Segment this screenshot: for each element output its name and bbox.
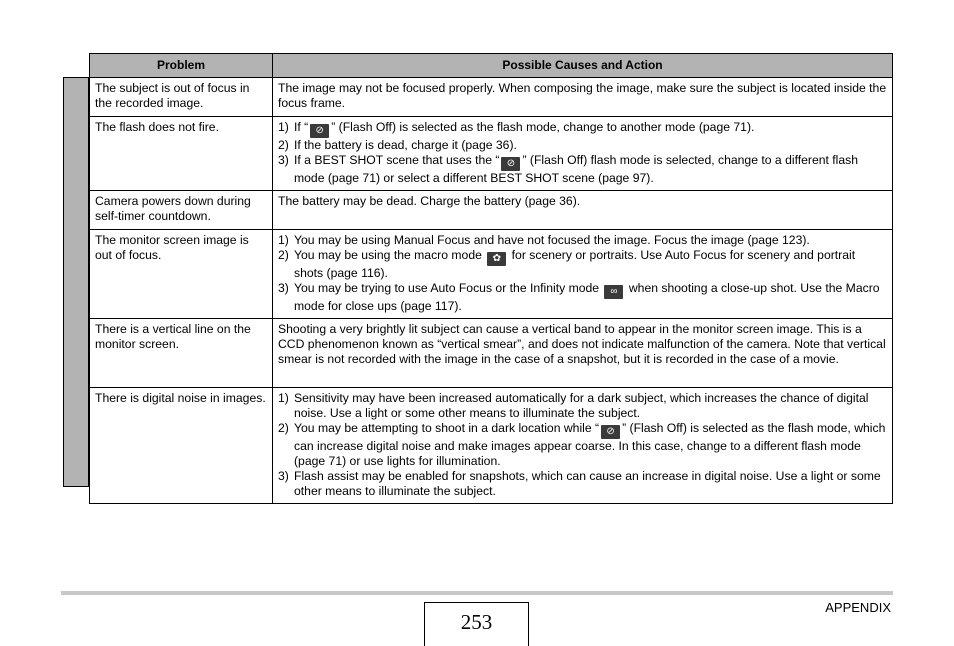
section-tab-strip	[63, 77, 89, 487]
list-item: 2) You may be attempting to shoot in a dark location while “ ⊘ ” (Flash Off) is selected as the flash mode, which can increase digital noise and make images appear coarse. In this case, change to a different flash mode (page 71) or use lights for illumination.	[278, 421, 886, 468]
table-row	[90, 388, 893, 504]
table-row	[90, 319, 893, 388]
infinity-icon: ∞	[604, 285, 623, 299]
list-item: 3) Flash assist may be enabled for snapshots, which can cause an increase in digital noise. Use a light or some other means to illuminate the subject.	[278, 469, 881, 498]
problem-cell: The monitor screen image is out of focus.	[90, 230, 273, 319]
table-row	[90, 191, 893, 230]
list-item: 3) If a BEST SHOT scene that uses the “ ⊘ ” (Flash Off) flash mode is selected, change to a different flash mode (page 71) or select a different BEST SHOT scene (page 97).	[278, 153, 859, 185]
list-item: 3) You may be trying to use Auto Focus or the Infinity mode ∞ when shooting a close-up shot. Use the Macro mode for close ups (page 117).	[278, 281, 880, 313]
list-item: 2) If the battery is dead, charge it (page 36).	[278, 138, 517, 152]
action-cell: The battery may be dead. Charge the battery (page 36).	[273, 191, 893, 230]
page-number: 253	[424, 602, 529, 646]
footer-divider	[61, 591, 893, 595]
header-problem: Problem	[90, 54, 273, 78]
list-item: 1) If “ ⊘ ” (Flash Off) is selected as the flash mode, change to another mode (page 71).	[278, 120, 755, 136]
troubleshooting-table	[89, 53, 893, 504]
problem-cell: The flash does not fire.	[90, 117, 273, 191]
list-item: 1) Sensitivity may have been increased automatically for a dark subject, which increases the chance of digital noise. Use a light or some other means to illuminate the subject.	[278, 391, 869, 420]
action-cell	[273, 117, 893, 191]
problem-cell: Camera powers down during self-timer countdown.	[90, 191, 273, 230]
list-item: 2) You may be using the macro mode ✿ for scenery or portraits. Use Auto Focus for scenery and portrait shots (page 116).	[278, 248, 856, 280]
table-header-row	[90, 54, 893, 78]
problem-cell: The subject is out of focus in the recorded image.	[90, 78, 273, 117]
section-link[interactable]: APPENDIX	[825, 600, 891, 615]
table-row	[90, 117, 893, 191]
action-cell: Shooting a very brightly lit subject can cause a vertical band to appear in the monitor screen image. This is a CCD phenomenon known as “vertical smear”, and does not indicate malfunction of the camera. Note that vertical smear is not recorded with the image in the case of a snapshot, but it is recorded in the case of a movie.	[273, 319, 893, 388]
action-cell	[273, 388, 893, 504]
flash-off-icon: ⊘	[601, 425, 620, 439]
flash-off-icon: ⊘	[501, 157, 520, 171]
action-cell	[273, 230, 893, 319]
problem-cell: There is a vertical line on the monitor screen.	[90, 319, 273, 388]
macro-icon: ✿	[487, 252, 506, 266]
list-item: 1) You may be using Manual Focus and have not focused the image. Focus the image (page 123).	[278, 233, 810, 247]
table-row	[90, 230, 893, 319]
problem-cell: There is digital noise in images.	[90, 388, 273, 504]
flash-off-icon: ⊘	[310, 124, 329, 138]
table-row	[90, 78, 893, 117]
action-cell: The image may not be focused properly. When composing the image, make sure the subject is located inside the focus frame.	[273, 78, 893, 117]
header-causes: Possible Causes and Action	[273, 54, 893, 78]
